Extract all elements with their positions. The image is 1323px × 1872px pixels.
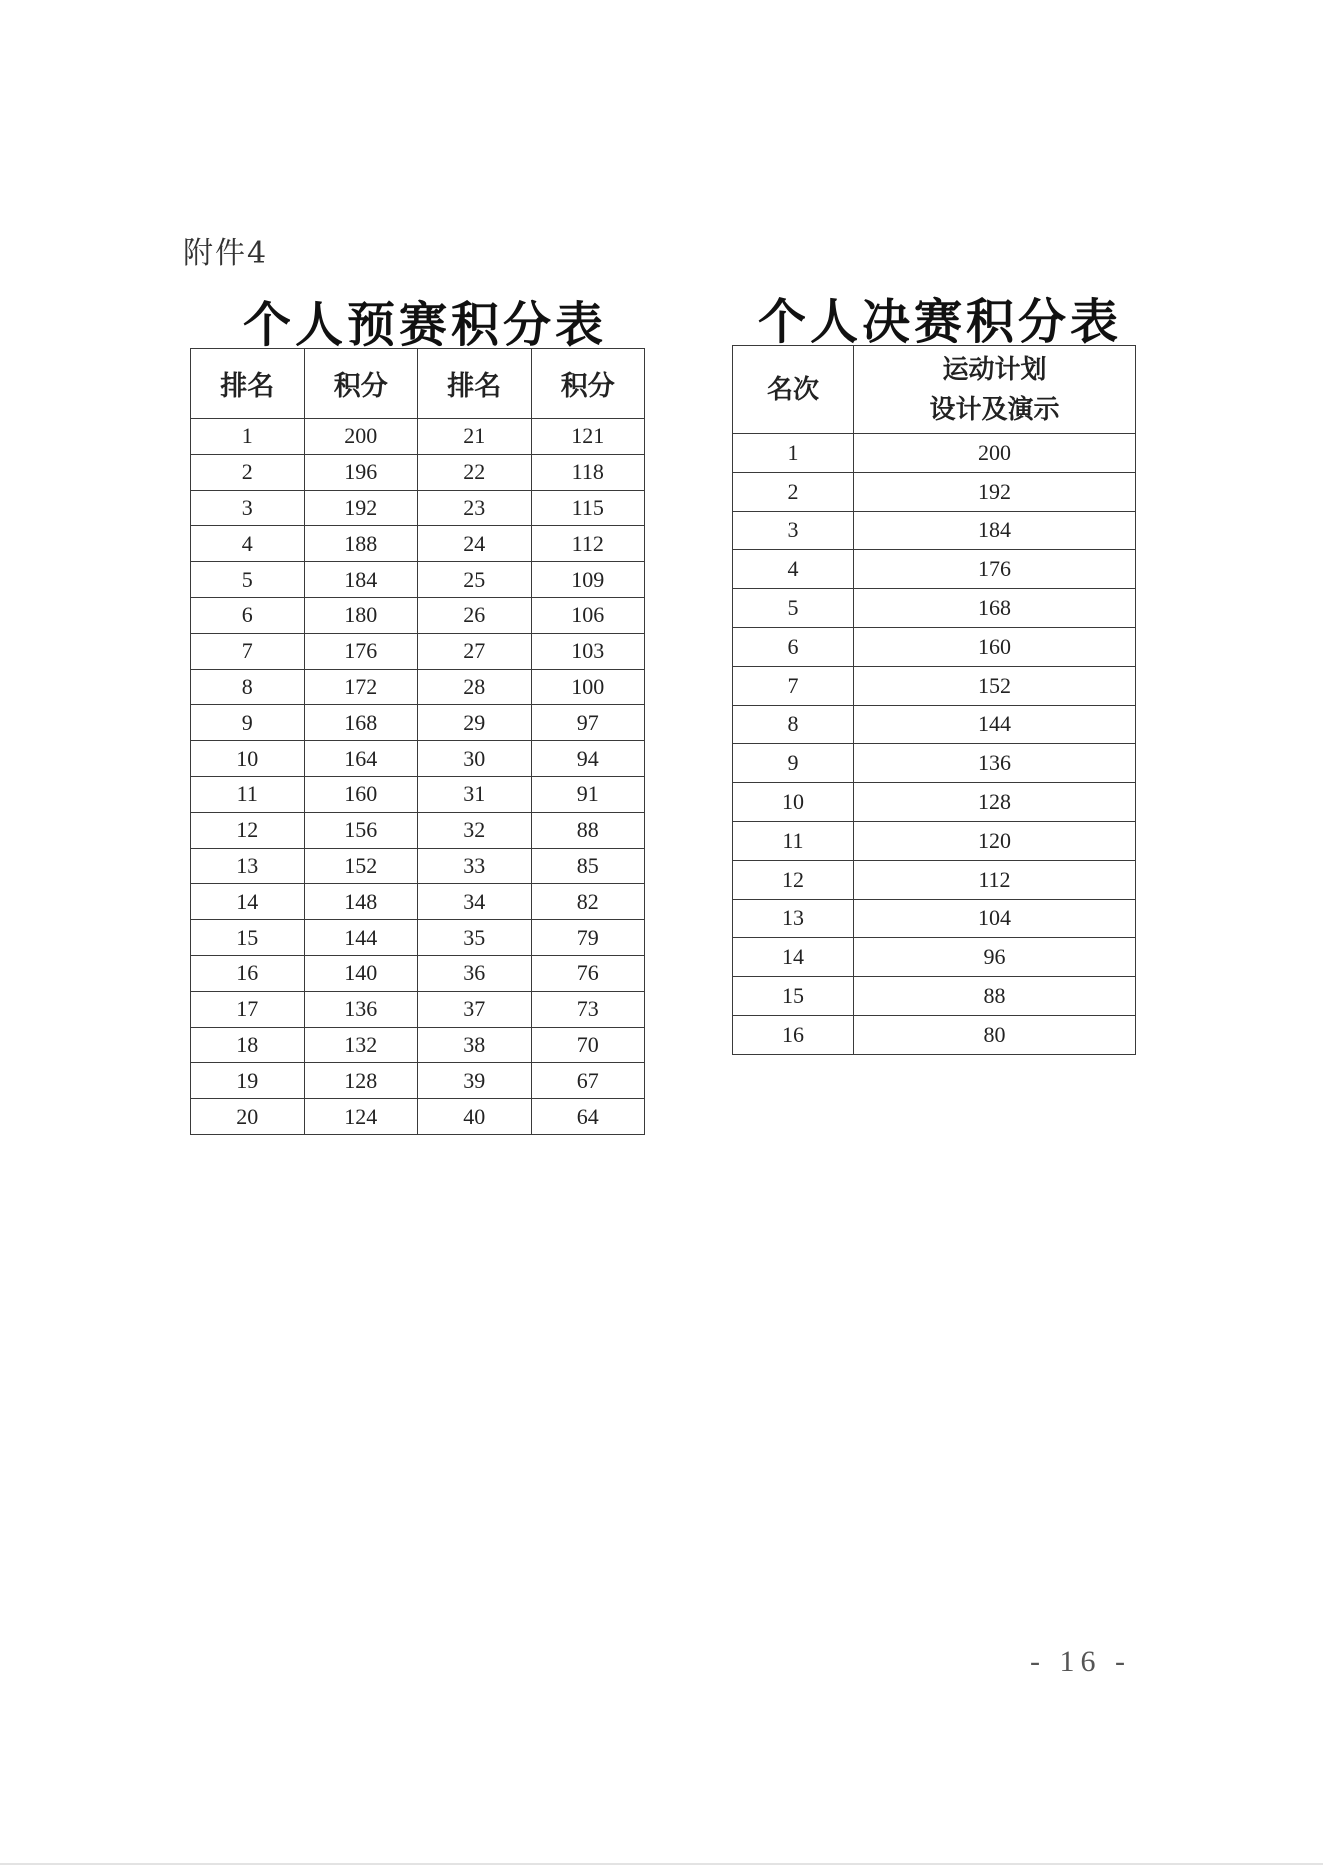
table-cell: 29 (418, 705, 532, 741)
table-cell: 88 (853, 977, 1135, 1016)
table-cell: 12 (191, 812, 305, 848)
table-cell: 112 (531, 526, 645, 562)
table-cell: 106 (531, 597, 645, 633)
prelim-table-row (191, 526, 645, 562)
final-table-row (733, 938, 1136, 977)
table-cell: 200 (853, 434, 1135, 473)
table-cell: 85 (531, 848, 645, 884)
final-header-score (853, 346, 1135, 434)
table-cell: 40 (418, 1099, 532, 1135)
prelim-table-row (191, 1063, 645, 1099)
table-cell: 20 (191, 1099, 305, 1135)
prelim-table-row (191, 490, 645, 526)
table-cell: 13 (191, 848, 305, 884)
table-cell: 168 (853, 589, 1135, 628)
table-cell: 172 (304, 669, 418, 705)
table-cell: 152 (304, 848, 418, 884)
table-cell: 36 (418, 955, 532, 991)
final-header-rank: 名次 (733, 346, 854, 434)
table-cell: 32 (418, 812, 532, 848)
table-cell: 140 (304, 955, 418, 991)
prelim-table-row (191, 955, 645, 991)
table-cell: 103 (531, 633, 645, 669)
table-cell: 27 (418, 633, 532, 669)
table-cell: 176 (304, 633, 418, 669)
table-cell: 176 (853, 550, 1135, 589)
prelim-table-row (191, 991, 645, 1027)
prelim-table-row (191, 776, 645, 812)
table-cell: 6 (191, 597, 305, 633)
prelim-table-row (191, 633, 645, 669)
prelim-score-table (190, 348, 645, 1135)
prelim-table-row (191, 848, 645, 884)
table-cell: 128 (853, 783, 1135, 822)
table-cell: 31 (418, 776, 532, 812)
table-cell: 30 (418, 741, 532, 777)
table-cell: 9 (733, 744, 854, 783)
table-cell: 196 (304, 454, 418, 490)
table-cell: 8 (191, 669, 305, 705)
final-table-row (733, 783, 1136, 822)
table-cell: 80 (853, 1015, 1135, 1054)
table-cell: 82 (531, 884, 645, 920)
table-cell: 124 (304, 1099, 418, 1135)
final-table-body (733, 434, 1136, 1055)
final-table-row (733, 511, 1136, 550)
table-cell: 70 (531, 1027, 645, 1063)
final-table-row (733, 977, 1136, 1016)
prelim-table-row (191, 705, 645, 741)
table-cell: 37 (418, 991, 532, 1027)
final-table-row (733, 627, 1136, 666)
table-cell: 23 (418, 490, 532, 526)
table-cell: 148 (304, 884, 418, 920)
table-cell: 112 (853, 860, 1135, 899)
prelim-table-row (191, 884, 645, 920)
final-score-table (732, 345, 1136, 1055)
final-table-row (733, 821, 1136, 860)
table-cell: 2 (733, 472, 854, 511)
table-cell: 1 (191, 419, 305, 455)
table-cell: 188 (304, 526, 418, 562)
prelim-table-row (191, 1099, 645, 1135)
table-cell: 128 (304, 1063, 418, 1099)
table-cell: 14 (733, 938, 854, 977)
prelim-table-title: 个人预赛积分表 (243, 297, 608, 353)
table-cell: 5 (733, 589, 854, 628)
table-cell: 17 (191, 991, 305, 1027)
table-cell: 14 (191, 884, 305, 920)
table-cell: 25 (418, 562, 532, 598)
table-cell: 2 (191, 454, 305, 490)
prelim-header-score: 积分 (304, 349, 418, 419)
prelim-header-rank: 排名 (191, 349, 305, 419)
table-cell: 3 (733, 511, 854, 550)
final-table-row (733, 472, 1136, 511)
table-cell: 109 (531, 562, 645, 598)
table-cell: 104 (853, 899, 1135, 938)
table-cell: 94 (531, 741, 645, 777)
prelim-table-row (191, 812, 645, 848)
prelim-table-row (191, 920, 645, 956)
table-cell: 76 (531, 955, 645, 991)
table-cell: 7 (733, 666, 854, 705)
final-table-row (733, 1015, 1136, 1054)
table-cell: 11 (733, 821, 854, 860)
prelim-table-row (191, 419, 645, 455)
table-cell: 192 (853, 472, 1135, 511)
final-header-row (733, 346, 1136, 434)
prelim-table-row (191, 669, 645, 705)
table-cell: 5 (191, 562, 305, 598)
table-cell: 9 (191, 705, 305, 741)
table-cell: 4 (733, 550, 854, 589)
table-cell: 79 (531, 920, 645, 956)
prelim-table-body (191, 419, 645, 1135)
table-cell: 184 (304, 562, 418, 598)
prelim-table-row (191, 454, 645, 490)
table-cell: 144 (853, 705, 1135, 744)
table-cell: 11 (191, 776, 305, 812)
prelim-table-row (191, 741, 645, 777)
table-cell: 120 (853, 821, 1135, 860)
table-cell: 96 (853, 938, 1135, 977)
table-cell: 3 (191, 490, 305, 526)
table-cell: 136 (304, 991, 418, 1027)
table-cell: 16 (733, 1015, 854, 1054)
table-cell: 15 (191, 920, 305, 956)
page-number: - 16 - (1030, 1645, 1131, 1678)
table-cell: 35 (418, 920, 532, 956)
prelim-table-row (191, 562, 645, 598)
table-cell: 168 (304, 705, 418, 741)
table-cell: 8 (733, 705, 854, 744)
table-cell: 10 (733, 783, 854, 822)
table-cell: 6 (733, 627, 854, 666)
table-cell: 18 (191, 1027, 305, 1063)
table-cell: 184 (853, 511, 1135, 550)
table-cell: 39 (418, 1063, 532, 1099)
table-cell: 118 (531, 454, 645, 490)
table-cell: 38 (418, 1027, 532, 1063)
table-cell: 64 (531, 1099, 645, 1135)
table-cell: 152 (853, 666, 1135, 705)
table-cell: 160 (304, 776, 418, 812)
table-cell: 91 (531, 776, 645, 812)
table-cell: 13 (733, 899, 854, 938)
table-cell: 200 (304, 419, 418, 455)
table-cell: 1 (733, 434, 854, 473)
table-cell: 115 (531, 490, 645, 526)
final-table-row (733, 666, 1136, 705)
table-cell: 73 (531, 991, 645, 1027)
table-cell: 33 (418, 848, 532, 884)
table-cell: 22 (418, 454, 532, 490)
table-cell: 132 (304, 1027, 418, 1063)
final-table-row (733, 434, 1136, 473)
final-table-row (733, 744, 1136, 783)
final-header-score-line1: 运动计划 (942, 354, 1047, 385)
attachment-label: 附件4 (183, 236, 269, 271)
table-cell: 136 (853, 744, 1135, 783)
table-cell: 19 (191, 1063, 305, 1099)
table-cell: 156 (304, 812, 418, 848)
final-table-row (733, 550, 1136, 589)
prelim-header-rank: 排名 (418, 349, 532, 419)
table-cell: 88 (531, 812, 645, 848)
final-table-title: 个人决赛积分表 (758, 294, 1123, 350)
final-table-row (733, 589, 1136, 628)
table-cell: 21 (418, 419, 532, 455)
table-cell: 67 (531, 1063, 645, 1099)
table-cell: 16 (191, 955, 305, 991)
table-cell: 10 (191, 741, 305, 777)
prelim-table-row (191, 1027, 645, 1063)
table-cell: 180 (304, 597, 418, 633)
table-cell: 7 (191, 633, 305, 669)
table-cell: 121 (531, 419, 645, 455)
table-cell: 4 (191, 526, 305, 562)
table-cell: 100 (531, 669, 645, 705)
prelim-header-score: 积分 (531, 349, 645, 419)
table-cell: 97 (531, 705, 645, 741)
final-table-row (733, 705, 1136, 744)
final-table-row (733, 860, 1136, 899)
final-header-score-line2: 设计及演示 (929, 394, 1060, 425)
table-cell: 15 (733, 977, 854, 1016)
table-cell: 28 (418, 669, 532, 705)
table-cell: 34 (418, 884, 532, 920)
page-bottom-divider (0, 1863, 1323, 1865)
table-cell: 12 (733, 860, 854, 899)
table-cell: 24 (418, 526, 532, 562)
table-cell: 164 (304, 741, 418, 777)
table-cell: 144 (304, 920, 418, 956)
final-table-row (733, 899, 1136, 938)
table-cell: 26 (418, 597, 532, 633)
table-cell: 160 (853, 627, 1135, 666)
table-cell: 192 (304, 490, 418, 526)
prelim-table-row (191, 597, 645, 633)
prelim-header-row (191, 349, 645, 419)
